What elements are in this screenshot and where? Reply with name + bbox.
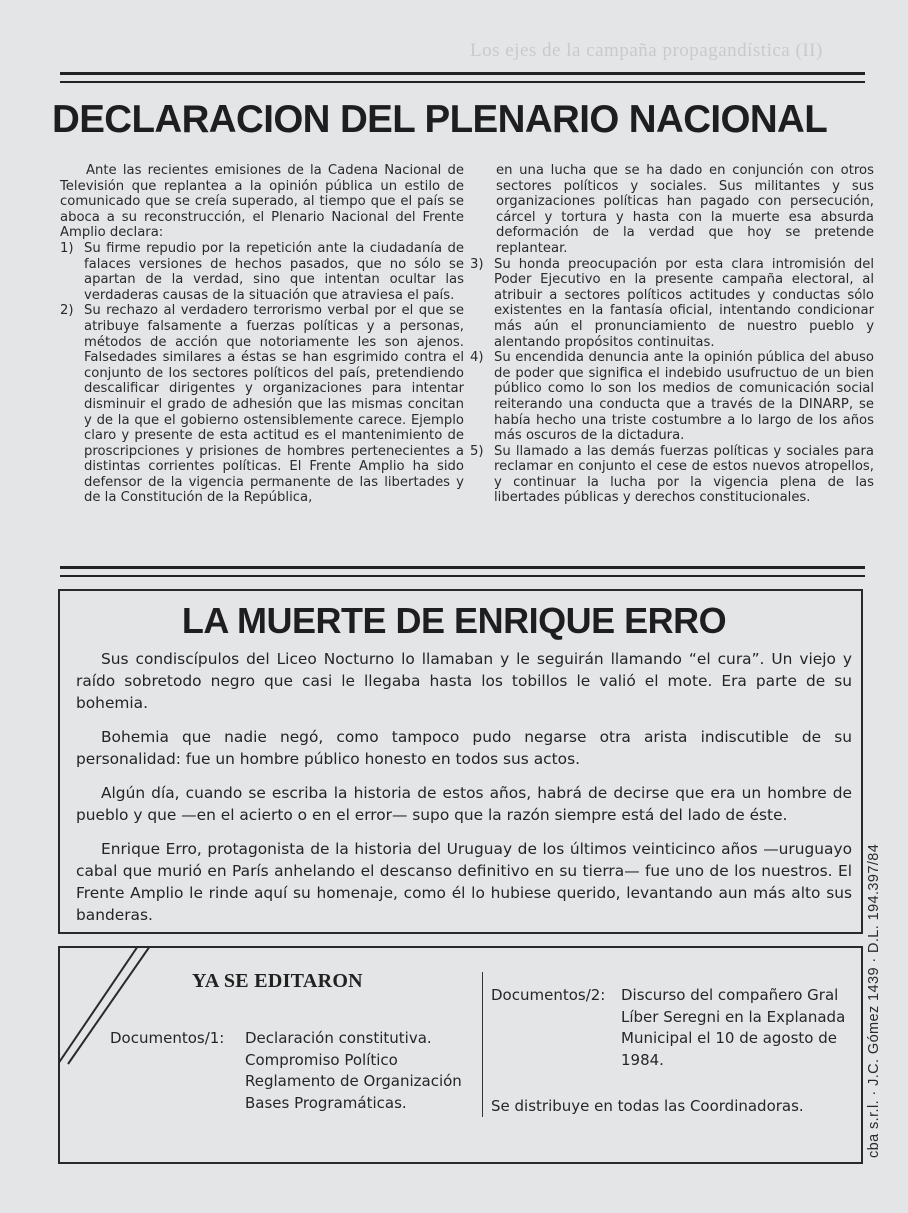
erro-paragraph: Algún día, cuando se escriba la historia de estos años, habrá de decirse que era un hombre de pueblo y que —en el acierto o en el error— supo que la razón siempre está del lado de éste. [76, 784, 852, 824]
documentos-1-label: Documentos/1: [110, 1029, 225, 1047]
documentos-2-label: Documentos/2: [491, 986, 606, 1004]
declaracion-item [470, 350, 874, 444]
declaracion-right-column [470, 163, 874, 506]
item-text: Su encendida denuncia ante la opinión pública del abuso de poder que significa el indebido usufructuo de un bien público como lo son los medios de comunicación social reiterando una conducta que a través de la DINARP, se había hecho una triste costumbre a lo largo de los años más oscuros de la dictadura. [494, 350, 874, 444]
erro-body [76, 648, 852, 938]
documentos-2-text: Discurso del compañero Gral Líber Seregni en la Explanada Municipal el 10 de agosto de 1984. [621, 986, 846, 1069]
erro-paragraph: Bohemia que nadie negó, como tampoco pudo negarse otra arista indiscutible de su personalidad: fue un hombre público honesto en todos sus actos. [76, 728, 852, 768]
item-number: 5) [470, 443, 484, 459]
list-item: Bases Programáticas. [245, 1093, 407, 1112]
declaracion-left-column [60, 163, 464, 506]
editaron-divider [482, 972, 483, 1117]
item-text: Su firme repudio por la repetición ante la ciudadanía de falaces versiones de hechos pasados, que no sólo se apartan de la verdad, sino que intentan ocultar las verdaderas causas de la situación que atraviesa el país. [84, 240, 464, 303]
bleed-through-header: Los ejes de la campaña propagandística (II) [470, 40, 823, 61]
printer-credit: cba s.r.l. · J.C. Gómez 1439 · D.L. 194.397/84 [866, 843, 882, 1158]
list-item: Compromiso Político [245, 1050, 398, 1069]
declaracion-intro: Ante las recientes emisiones de la Cadena Nacional de Televisión que replantea a la opinión pública un estilo de comunicado que se creía superado, al tiempo que el país se aboca a su reconstrucción, el Plenario Nacional del Frente Amplio declara: [60, 163, 464, 241]
declaracion-title: DECLARACION DEL PLENARIO NACIONAL [52, 98, 828, 141]
list-item: Declaración constitutiva. [245, 1029, 432, 1047]
declaracion-item [470, 444, 874, 506]
declaracion-continuation: en una lucha que se ha dado en conjunción con otros sectores políticos y sociales. Sus militantes y sus organizaciones políticas han pagado con persecución, cárcel y tortura y hasta con la muerte esa absurda deformación de la verdad que hoy se pretende replantear. [496, 163, 874, 256]
item-number: 3) [470, 256, 484, 272]
erro-paragraph: Enrique Erro, protagonista de la historia del Uruguay de los últimos veinticinco años —uruguayo cabal que murió en París anhelando el descanso definitivo en su tierra— fue uno de los nuestros. El Frente Amplio le rinde aquí su homenaje, como él lo hubiese querido, levantando aun más alto sus banderas. [76, 840, 852, 924]
middle-double-rule [60, 566, 865, 577]
item-text: Su honda preocupación por esta clara intromisión del Poder Ejecutivo en la presente campaña electoral, al atribuir a sectores políticos actitudes y conductas sólo existentes en la fantasía oficial, intentando condicionar más aún el pronunciamiento de nuestro pueblo y alentando propósitos continuitas. [494, 256, 874, 350]
erro-title: LA MUERTE DE ENRIQUE ERRO [181, 600, 727, 641]
item-number: 4) [470, 350, 484, 366]
declaracion-item [60, 303, 464, 506]
erro-paragraph: Sus condiscípulos del Liceo Nocturno lo llamaban y le seguirán llamando “el cura”. Un viejo y raído sobretodo negro que casi le llegaba hasta los tobillos le valió el mote. Era parte de su bohemia. [76, 650, 852, 712]
declaracion-item [470, 257, 874, 351]
item-number: 1) [60, 240, 74, 256]
top-double-rule [60, 72, 865, 83]
declaracion-item [60, 241, 464, 303]
editaron-heading: YA SE EDITARON [192, 970, 363, 992]
list-item: Reglamento de Organización [245, 1072, 462, 1090]
item-text: Su llamado a las demás fuerzas políticas y sociales para reclamar en conjunto el cese de estos nuevos atropellos, y continuar la lucha por la vigencia plena de las libertades públicas y derechos constitucionales. [494, 443, 874, 506]
item-number: 2) [60, 303, 74, 319]
item-text: Su rechazo al verdadero terrorismo verbal por el que se atribuye falsamente a fuerzas políticas y a personas, métodos de acción que notoriamente les son ajenos. Falsedades similares a éstas se han esgrimido contra el conjunto de los sectores políticos del país, pretendiendo descalificar dirigentes y organizaciones para intentar disminuir el grado de adhesión que las mismas concitan y de la que el gobierno ostensiblemente carece. Ejemplo claro y presente de esta actitud es el mantenimiento de proscripciones y prisiones de hombres pertenecientes a distintas corrientes políticas. El Frente Amplio ha sido defensor de la vigencia permanente de las libertades y de la Constitución de la República, [84, 303, 464, 506]
documentos-1-list [245, 1028, 462, 1114]
distribution-note: Se distribuye en todas las Coordinadoras. [491, 1097, 804, 1115]
